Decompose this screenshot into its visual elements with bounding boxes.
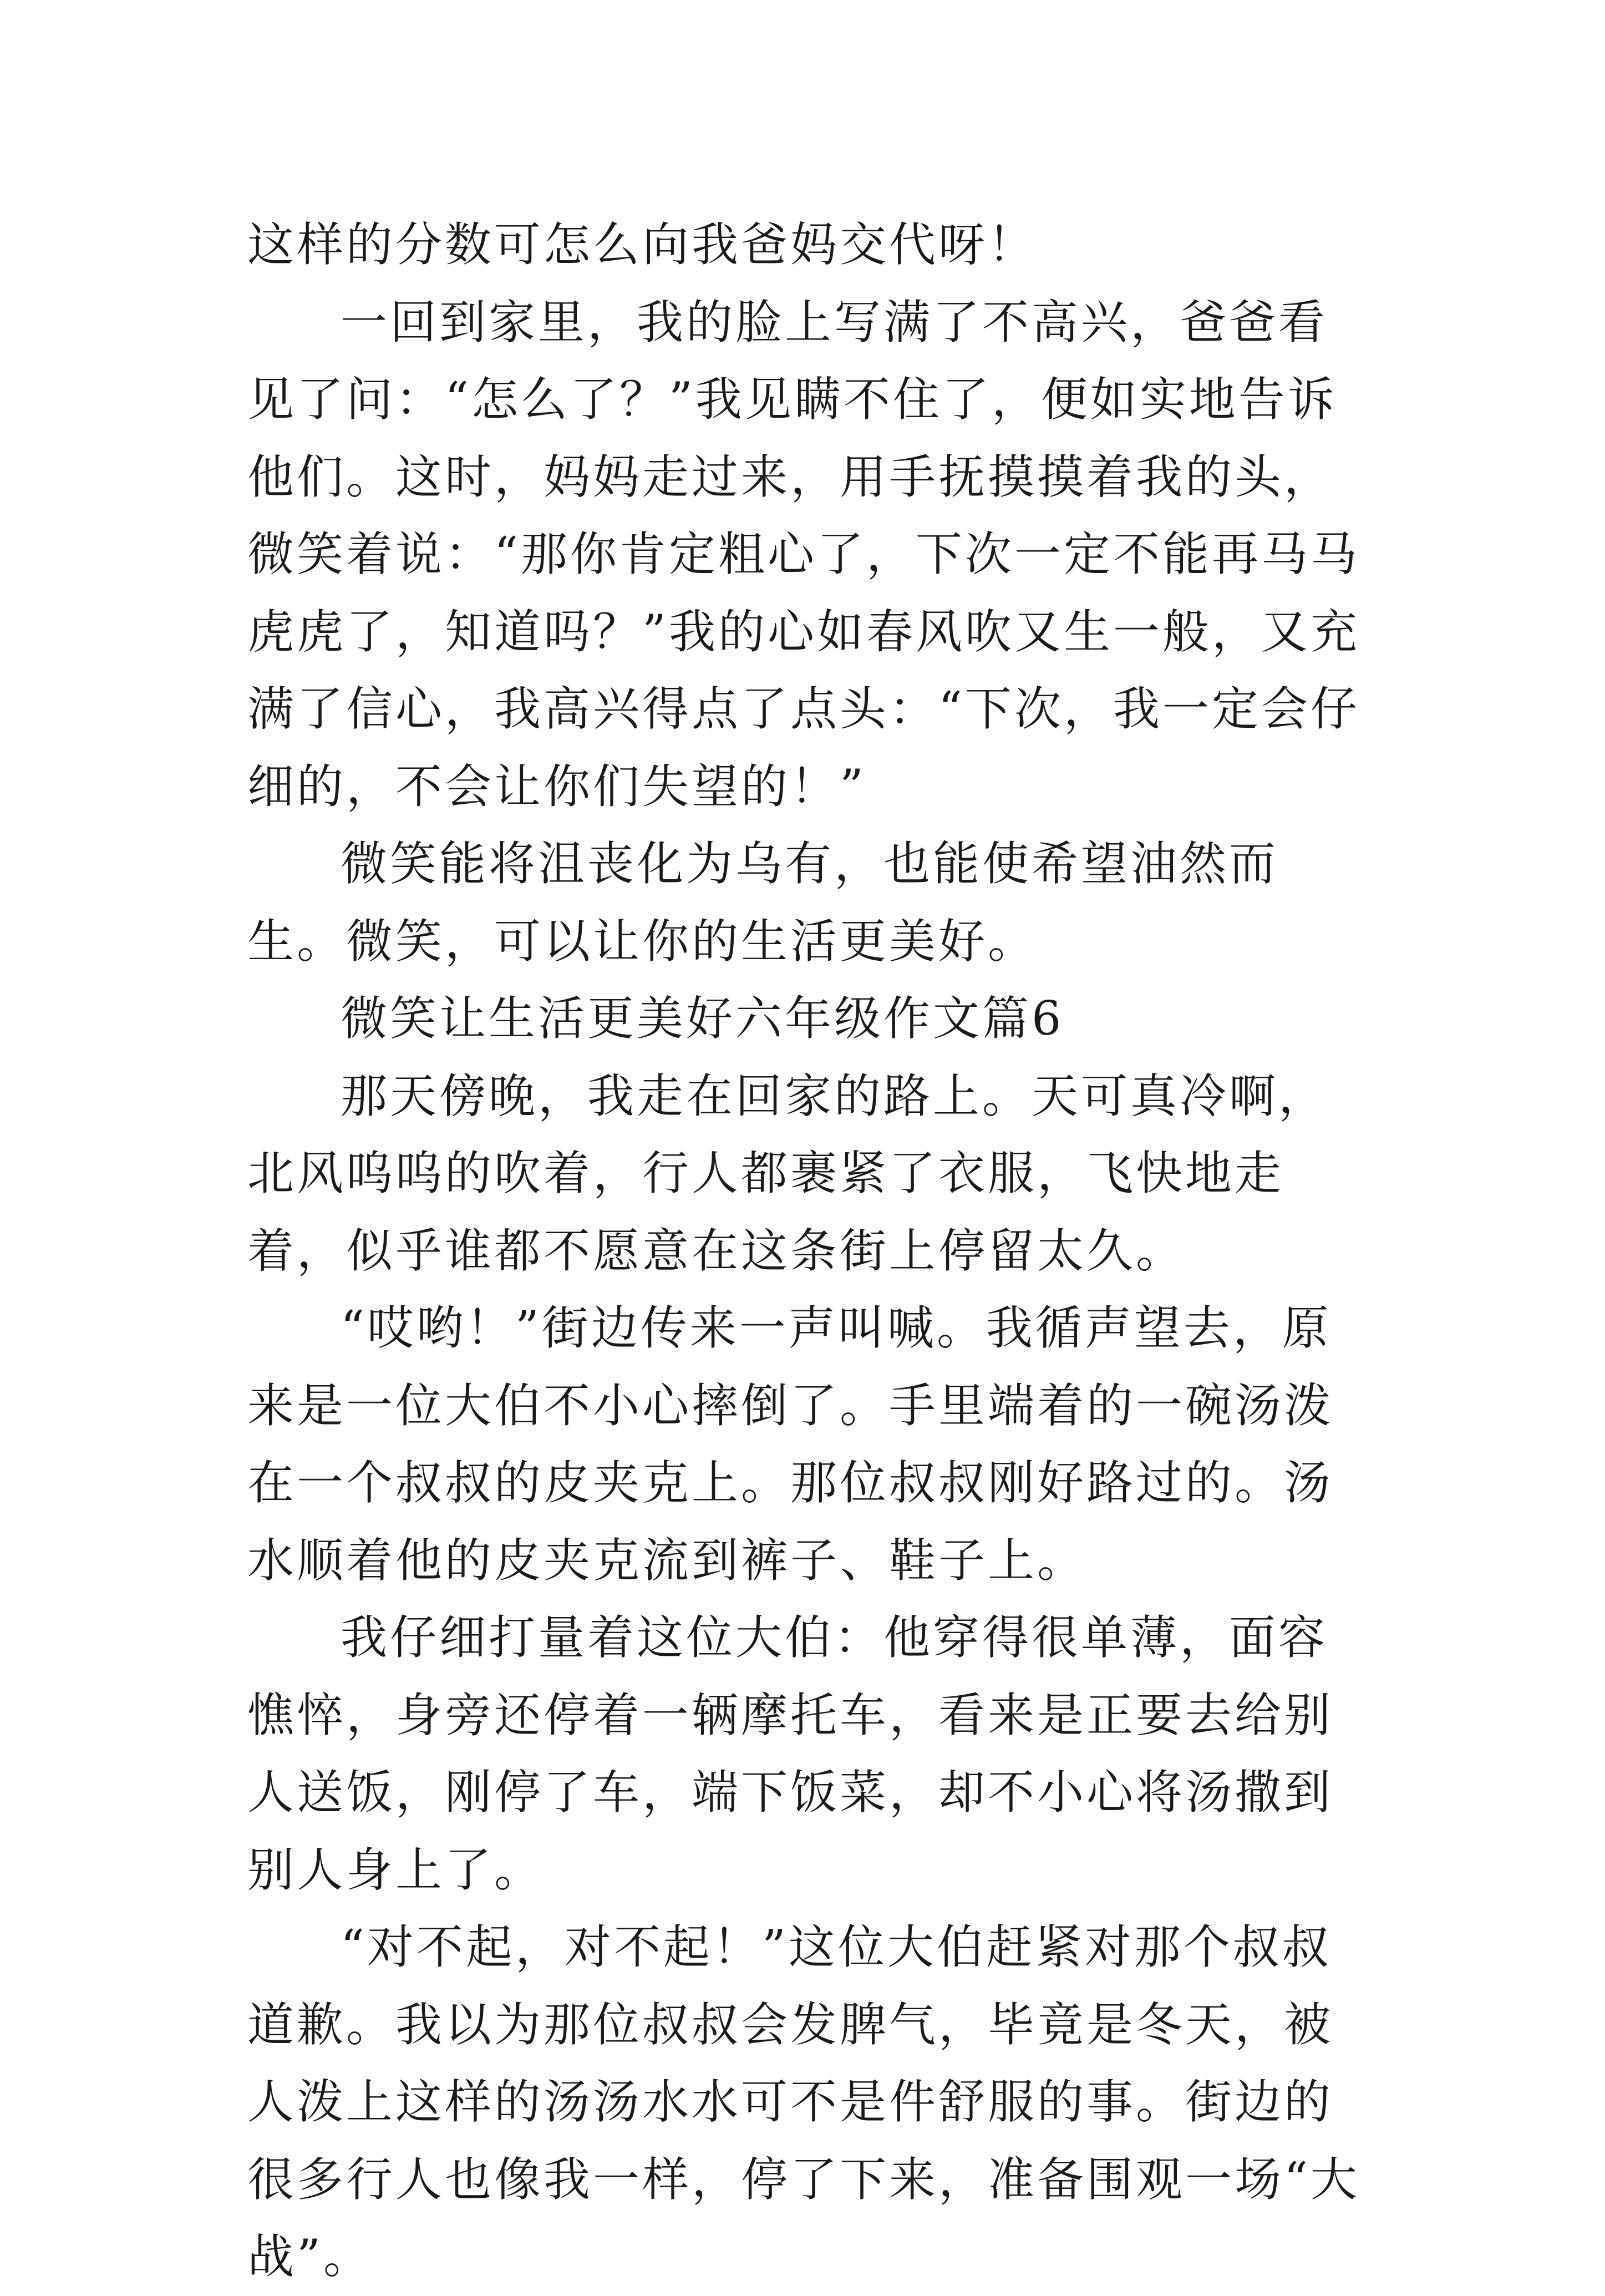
section-heading: 微笑让生活更美好六年级作文篇6 [341,991,1064,1046]
paragraph: 微笑能将沮丧化为乌有，也能使希望油然而生。微笑，可以让你的生活更美好。 [247,837,1279,969]
paragraph: 那天傍晚，我走在回家的路上。天可真冷啊，北风呜呜的吹着，行人都裹紧了衣服，飞快地走着，似乎谁都不愿意在这条街上停留太久。 [247,1068,1328,1278]
paragraph: “哎哟！”街边传来一声叫喊。我循声望去，原来是一位大伯不小心摔倒了。手里端着的一碗汤泼在一个叔叔的皮夹克上。那位叔叔刚好路过的。汤水顺着他的皮夹克流到裤子、鞋子上。 [247,1301,1334,1588]
paragraph: 我仔细打量着这位大伯：他穿得很单薄，面容憔悴，身旁还停着一辆摩托车，看来是正要去给别人送饭，刚停了车，端下饭菜，却不小心将汤撒到别人身上了。 [247,1610,1334,1897]
paragraph: 一回到家里，我的脸上写满了不高兴，爸爸看见了问：“怎么了？”我见瞒不住了，便如实地告诉他们。这时，妈妈走过来，用手抚摸摸着我的头，微笑着说：“那你肯定粗心了，下次一定不能再马马虎虎了，知道吗？”我的心如春风吹又生一般，又充满了信心，我高兴得点了点头：“下次，我一定会仔细的，不会让你们失望的！” [247,295,1360,814]
paragraph: “对不起，对不起！”这位大伯赶紧对那个叔叔道歉。我以为那位叔叔会发脾气，毕竟是冬天，被人泼上这样的汤汤水水可不是件舒服的事。街边的很多行人也像我一样，停了下来，准备围观一场“大战”。 [247,1920,1360,2284]
document-body [247,206,1371,2296]
paragraph: 这样的分数可怎么向我爸妈交代呀！ [247,217,1038,272]
